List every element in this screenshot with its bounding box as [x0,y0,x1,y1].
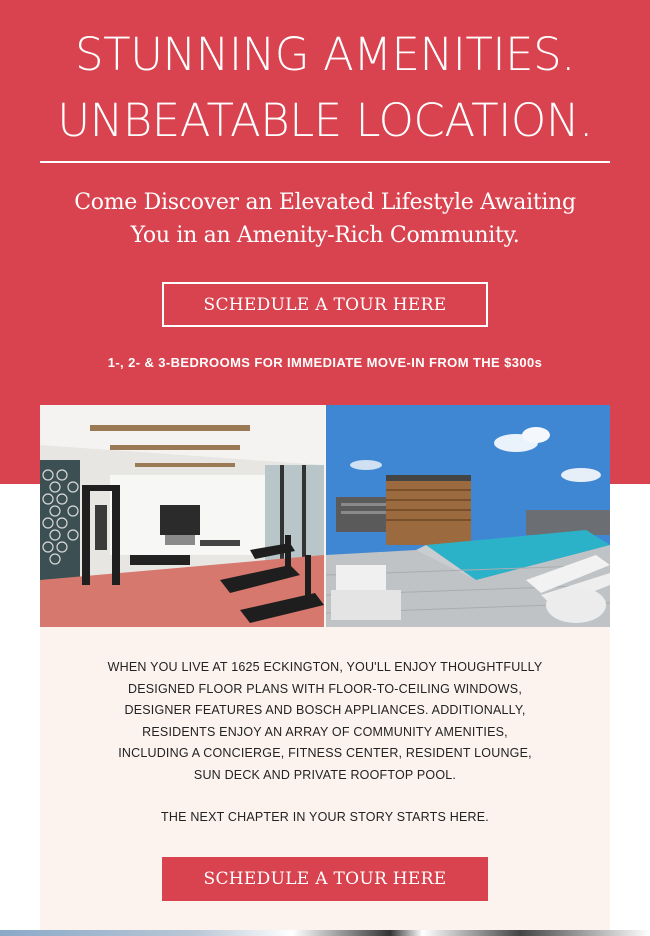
hero-divider [40,161,610,163]
schedule-tour-button-bottom[interactable]: SCHEDULE A TOUR HERE [162,857,488,901]
body-line-2: DESIGNED FLOOR PLANS WITH FLOOR-TO-CEILING WINDOWS, [127,681,523,696]
headline-line-1: STUNNING AMENITIES. [75,28,575,81]
subheadline-line-2: You in an Amenity-Rich Community. [130,223,520,248]
next-image-strip [0,930,650,936]
headline [0,22,650,154]
body-line-4: RESIDENTS ENJOY AN ARRAY OF COMMUNITY AMENITIES, [142,724,508,739]
body-line-6: SUN DECK AND PRIVATE ROOFTOP POOL. [193,767,457,782]
body-line-5: INCLUDING A CONCIERGE, FITNESS CENTER, RESIDENT LOUNGE, [118,746,532,761]
headline-line-2: UNBEATABLE LOCATION. [57,94,593,147]
bedrooms-availability-text: 1-, 2- & 3-BEDROOMS FOR IMMEDIATE MOVE-IN FROM THE $300s [107,355,543,370]
next-chapter-text: THE NEXT CHAPTER IN YOUR STORY STARTS HERE. [161,810,489,824]
schedule-tour-button-top[interactable]: SCHEDULE A TOUR HERE [162,282,488,327]
subheadline-line-1: Come Discover an Elevated Lifestyle Awaiting [74,190,576,215]
body-description [40,657,610,787]
body-line-1: WHEN YOU LIVE AT 1625 ECKINGTON, YOU'LL ENJOY THOUGHTFULLY [107,660,543,674]
rooftop-pool-photo [326,405,610,627]
fitness-center-photo [40,405,324,627]
body-line-3: DESIGNER FEATURES AND BOSCH APPLIANCES. ADDITIONALLY, [124,703,526,718]
subheadline [0,186,650,252]
